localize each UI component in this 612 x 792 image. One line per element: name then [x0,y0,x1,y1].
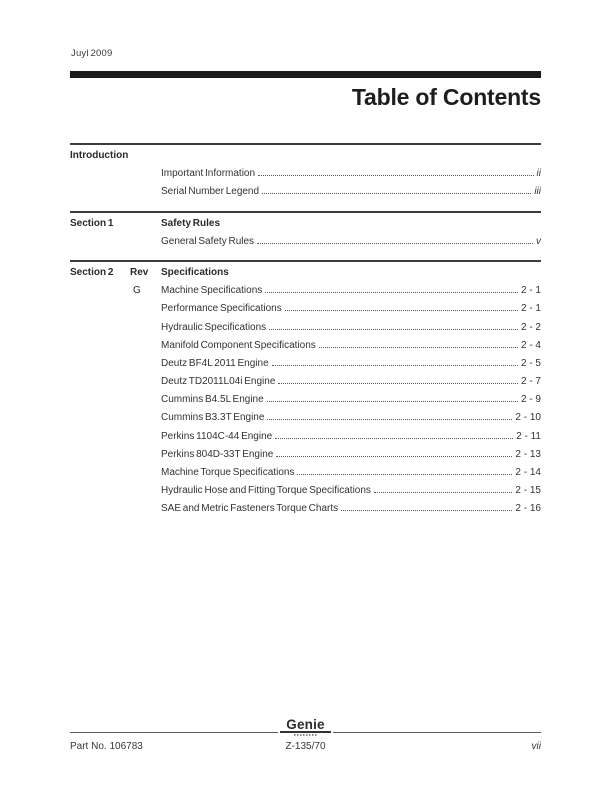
section-title: Safety Rules [161,217,221,229]
toc-entry-label: Perkins 1104C-44 Engine [161,430,273,442]
toc-entry[interactable] [70,186,541,204]
toc-entry-label: Manifold Component Specifications [161,339,316,351]
toc-entry-page: iii [534,186,541,198]
toc-entry-label: Hydraulic Specifications [161,321,267,333]
toc-entry-label: SAE and Metric Fasteners Torque Charts [161,503,339,515]
dot-leader [275,438,513,439]
dot-leader [297,474,512,475]
toc-entry[interactable] [70,358,541,376]
toc-entry-label: Deutz BF4L 2011 Engine [161,357,269,369]
toc-entry-page: 2 - 16 [515,503,541,515]
toc-entry[interactable] [70,449,541,467]
section-label: Section 1 [70,217,114,229]
toc-section-2 [70,260,541,528]
footer-model: Z-135/70 [285,741,326,752]
toc-entry[interactable] [70,285,541,303]
footer-rule [70,716,541,736]
footer-rule-right [333,732,541,733]
page-date: Juyl 2009 [71,48,113,59]
header-rule-bar [70,71,541,78]
toc-entry-page: 2 - 13 [515,448,541,460]
toc-entry-label: General Safety Rules [161,235,255,247]
toc-entry-label: Important Information [161,168,256,180]
genie-logo-text: Genie [280,718,331,733]
dot-leader [265,292,518,293]
toc-entry-label: Cummins B4.5L Engine [161,394,264,406]
toc-entry[interactable] [70,340,541,358]
section-label: Section 2 [70,266,114,278]
toc-entry[interactable] [70,322,541,340]
toc-entry[interactable] [70,503,541,521]
toc-entry[interactable] [70,168,541,186]
toc-entry-page: 2 - 14 [515,467,541,478]
toc-entry-label: Machine Specifications [161,285,263,297]
toc-entry[interactable] [70,467,541,485]
toc-entry-page: 2 - 2 [520,321,541,333]
toc-entry-page: 2 - 10 [515,412,541,424]
dot-leader [262,193,531,194]
toc-entry-label: Performance Specifications [161,303,282,315]
genie-logo-tagline [294,734,318,736]
toc-entry-label: Perkins 804D-33T Engine [161,448,274,460]
toc-entry[interactable] [70,236,541,254]
toc-entry-page: 2 - 15 [515,485,541,497]
toc-entry[interactable] [70,303,541,321]
toc-entry[interactable] [70,485,541,503]
toc-entry-page: 2 - 7 [520,376,541,388]
toc-entry[interactable] [70,394,541,412]
toc-entry-label: Hydraulic Hose and Fitting Torque Specifications [161,485,371,497]
toc-entry[interactable] [70,376,541,394]
page-footer [70,716,541,752]
footer-part-number: Part No. 106783 [70,741,143,752]
toc-entry[interactable] [70,412,541,430]
footer-page-number: vii [531,741,541,752]
toc-entry-page: 2 - 5 [520,357,541,369]
toc-entry-label: Cummins B3.3T Engine [161,412,265,424]
section-title: Specifications [161,266,229,278]
footer-rule-left [70,732,278,733]
section-heading-row [70,150,541,168]
section-label: Introduction [70,150,129,161]
dot-leader [257,243,533,244]
page-title: Table of Contents [351,84,541,110]
dot-leader [276,456,512,457]
toc-entry-label: Serial Number Legend [161,186,260,198]
toc-entry-page: 2 - 4 [520,339,541,351]
toc-entry-page: 2 - 11 [516,430,541,442]
toc-entry-page: v [536,235,541,247]
toc-entry-page: 2 - 1 [520,285,541,297]
toc-entry-label: Deutz TD2011L04i Engine [161,376,276,388]
dot-leader [272,365,518,366]
genie-logo [278,718,333,737]
toc-entry-page: 2 - 1 [520,303,541,315]
dot-leader [319,347,518,348]
toc-entry-page: ii [536,168,541,180]
rev-column-header: Rev [130,266,149,278]
dot-leader [258,175,534,176]
section-heading-row [70,267,541,285]
dot-leader [285,310,518,311]
dot-leader [267,419,512,420]
toc-entry[interactable] [70,431,541,449]
toc-section-introduction [70,143,541,211]
dot-leader [341,510,512,511]
dot-leader [374,492,512,493]
dot-leader [278,383,518,384]
rev-letter: G [133,285,141,297]
toc-entry-label: Machine Torque Specifications [161,467,295,478]
dot-leader [267,401,518,402]
section-heading-row [70,218,541,236]
table-of-contents [70,143,541,528]
dot-leader [269,329,518,330]
toc-section-1 [70,211,541,260]
toc-entry-page: 2 - 9 [520,394,541,406]
